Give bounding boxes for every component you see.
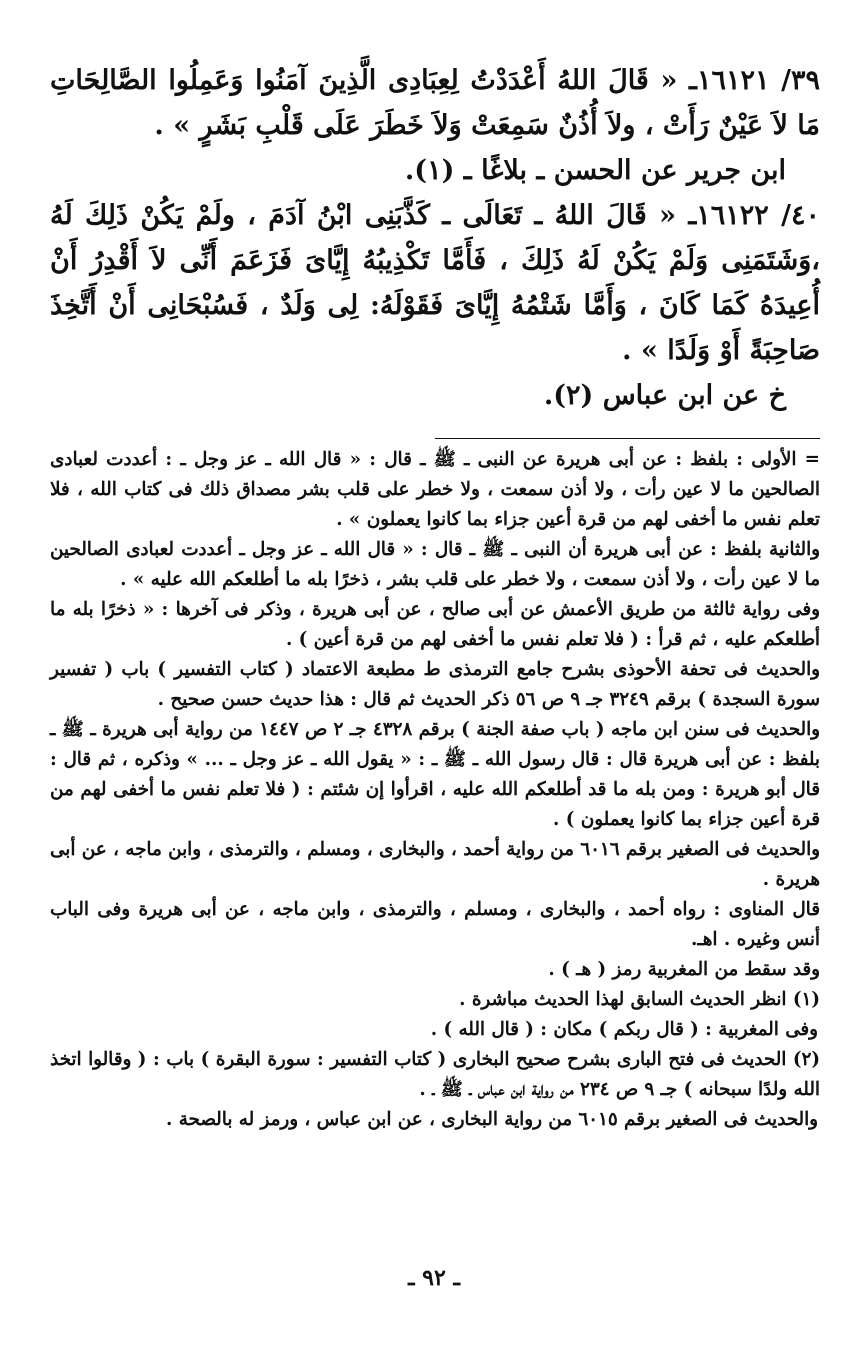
footnote-paragraph: والحديث فى تحفة الأحوذى بشرح جامع الترمذى ط مطبعة الاعتماد ( كتاب التفسير ) باب ( تفسير سورة السجدة ) برقم ٣٢٤٩ جـ ٩ ص ٥٦ ذكر الحديث ثم قال : هذا حديث حسن صحيح . [50,659,820,710]
footnote-paragraph: والثانية بلفظ : عن أبى هريرة أن النبى ـ ﷺ ـ قال : « قال الله ـ عز وجل ـ أعددت لعبادى الصالحين ما لا عين رأت ، ولا أذن سمعت ، ولا خطر على قلب بشر ، ذخرًا بله ما أطلعكم الله عليه » . [50,539,820,590]
main-text [50,58,820,418]
footnote-paragraph: قال المناوى : رواه أحمد ، والبخارى ، ومسلم ، والترمذى ، وابن ماجه ، عن أبى هريرة وفى الباب أنس وغيره . اهـ. [50,899,820,950]
hadith-39: ٣٩/ ١٦١٢١ـ « قَالَ اللهُ أَعْدَدْتُ لِعِبَادِى الَّذِينَ آمَنُوا وَعَمِلُوا الصَّالِحَاتِ مَا لاَ عَيْنٌ رَأَتْ ، ولاَ أُذُنٌ سَمِعَتْ وَلاَ خَطَرَ عَلَى قَلْبِ بَشَرٍ » . [50,65,820,141]
hadith-39-source: ابن جرير عن الحسن ـ بلاغًا ـ (١). [404,155,786,186]
footnote-paragraph: وقد سقط من المغربية رمز ( هـ ) . [548,959,820,980]
footnote-divider [435,438,820,439]
footnote-paragraph: والحديث فى سنن ابن ماجه ( باب صفة الجنة ) برقم ٤٣٢٨ جـ ٢ ص ١٤٤٧ من رواية أبى هريرة ـ ﷺ ـ بلفظ : عن أبى هريرة قال : قال رسول الله ـ ﷺ ـ : « يقول الله ـ عز وجل ـ ... » وذكره ، ثم قال : قال أبو هريرة : ومن بله ما قد أطلعكم الله عليه ، اقرأوا إن شئتم : ( فلا تعلم نفس ما أخفى لهم من قرة أعين جزاء بما كانوا يعملون ) . [50,719,820,830]
footnotes [50,445,820,1135]
hadith-40-source: خ عن ابن عباس (٢). [543,380,786,411]
footnote-paragraph: والحديث فى الصغير برقم ٦٠١٦ من رواية أحمد ، والبخارى ، ومسلم ، والترمذى ، وابن ماجه ، عن أبى هريرة . [50,839,820,890]
footnote-paragraph: = الأولى : بلفظ : عن أبى هريرة عن النبى ـ ﷺ ـ قال : « قال الله ـ عز وجل ـ : أعددت لعبادى الصالحين ما لا عين رأت ، ولا أذن سمعت ، ولا خطر على قلب بشر مصداق ذلك فى كتاب الله ، فلا تعلم نفس ما أخفى لهم من قرة أعين جزاء بما كانوا يعملون » . [50,449,821,530]
footnote-2: (٢) الحديث فى فتح البارى بشرح صحيح البخارى ( كتاب التفسير : سورة البقرة ) باب : ( وقالوا اتخذ الله ولدًا سبحانه ) جـ ٩ ص ٢٣٤ من رواية ابن عباس ـ ﷺ ـ . [50,1049,820,1100]
page-number: ـ ٩٢ ـ [408,1265,460,1291]
footnote-paragraph: والحديث فى الصغير برقم ٦٠١٥ من رواية البخارى ، عن ابن عباس ، ورمز له بالصحة . [166,1109,818,1130]
footnote-1: (١) انظر الحديث السابق لهذا الحديث مباشرة . [459,989,820,1010]
hadith-40: ٤٠/ ١٦١٢٢ـ « قَالَ اللهُ ـ تَعَالَى ـ كَذَّبَنِى ابْنُ آدَمَ ، ولَمْ يَكُنْ ذَلِكَ لَهُ ،وَشَتَمَنِى وَلَمْ يَكُنْ لَهُ ذَلِكَ ، فَأَمَّا تَكْذِيبُهُ إِيَّاىَ فَزَعَمَ أَنِّى لاَ أَقْدِرُ أَنْ أُعِيدَهُ كَمَا كَانَ ، وَأَمَّا شَتْمُهُ إِيَّاىَ فَقَوْلَهُ: لِى وَلَدٌ ، فَسُبْحَانِى أَنْ أَتَّخِذَ صَاحِبَةً أَوْ وَلَدًا » . [50,200,821,366]
footnote-paragraph: وفى المغربية : ( قال ربكم ) مكان : ( قال الله ) . [430,1019,818,1040]
footnote-paragraph: وفى رواية ثالثة من طريق الأعمش عن أبى صالح ، عن أبى هريرة ، وذكر فى آخرها : « ذخرًا بله ما أطلعكم عليه ، ثم قرأ : ( فلا تعلم نفس ما أخفى لهم من قرة أعين ) . [50,599,820,650]
